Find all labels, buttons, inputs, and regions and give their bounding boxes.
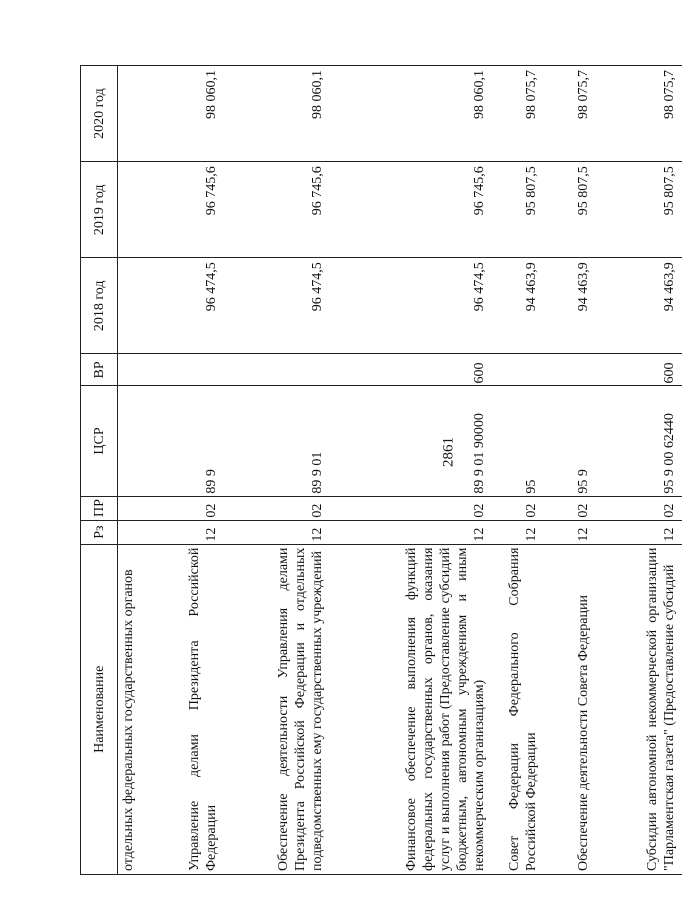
row-csr: 89 9 01 90000 bbox=[330, 386, 492, 496]
row-vr bbox=[118, 354, 170, 386]
row-csr: 95 9 00 62440 bbox=[596, 386, 682, 496]
row-2018: 94 463,9 bbox=[492, 258, 544, 354]
row-vr bbox=[224, 354, 330, 386]
row-vr bbox=[170, 354, 224, 386]
row-pr: 02 bbox=[170, 496, 224, 520]
row-name: Субсидии автономной некоммерческой организации "Парламентская газета" (Предоставление субсидий bbox=[596, 544, 682, 874]
row-vr: 600 bbox=[330, 354, 492, 386]
row-2018: 96 474,5 bbox=[170, 258, 224, 354]
header-2020: 2020 год bbox=[81, 66, 118, 162]
table-row bbox=[544, 66, 596, 875]
table-row bbox=[118, 66, 170, 875]
table-header bbox=[81, 66, 118, 875]
row-2020: 98 060,1 bbox=[224, 66, 330, 162]
row-csr: 95 bbox=[492, 386, 544, 496]
table-row bbox=[170, 66, 224, 875]
row-2020: 98 060,1 bbox=[330, 66, 492, 162]
row-pr: 02 bbox=[492, 496, 544, 520]
table-frame bbox=[80, 65, 677, 875]
row-vr bbox=[544, 354, 596, 386]
row-csr: 89 9 bbox=[170, 386, 224, 496]
header-vr: ВР bbox=[81, 354, 118, 386]
row-2020: 98 075,7 bbox=[492, 66, 544, 162]
row-2020: 98 075,7 bbox=[544, 66, 596, 162]
row-rz: 12 bbox=[224, 520, 330, 544]
row-2019: 96 745,6 bbox=[330, 162, 492, 258]
header-csr: ЦСР bbox=[81, 386, 118, 496]
row-rz: 12 bbox=[330, 520, 492, 544]
header-2018: 2018 год bbox=[81, 258, 118, 354]
row-pr: 02 bbox=[330, 496, 492, 520]
table-row bbox=[596, 66, 682, 875]
row-2019: 96 745,6 bbox=[224, 162, 330, 258]
row-2020: 98 060,1 bbox=[170, 66, 224, 162]
row-2019: 95 807,5 bbox=[596, 162, 682, 258]
row-vr bbox=[492, 354, 544, 386]
row-name: Управление делами Президента Российской Федерации bbox=[170, 544, 224, 874]
row-pr: 02 bbox=[224, 496, 330, 520]
page-number: 2861 bbox=[440, 437, 457, 467]
table-body bbox=[118, 66, 682, 875]
row-2019: 95 807,5 bbox=[492, 162, 544, 258]
row-pr bbox=[118, 496, 170, 520]
row-2018 bbox=[118, 258, 170, 354]
row-rz bbox=[118, 520, 170, 544]
row-2019 bbox=[118, 162, 170, 258]
header-name: Наименование bbox=[81, 544, 118, 874]
row-name: отдельных федеральных государственных органов bbox=[118, 544, 170, 874]
row-rz: 12 bbox=[596, 520, 682, 544]
row-name: Обеспечение деятельности Совета Федерации bbox=[544, 544, 596, 874]
row-2018: 96 474,5 bbox=[224, 258, 330, 354]
table-row bbox=[224, 66, 330, 875]
budget-table bbox=[80, 65, 682, 875]
row-csr: 89 9 01 bbox=[224, 386, 330, 496]
row-2019: 95 807,5 bbox=[544, 162, 596, 258]
row-name: Финансовое обеспечение выполнения функций федеральных государственных органов, оказания услуг и выполнения работ (Предоставление субсидий бюджетным, автономным учреждениям и иным некоммерческим организациям) bbox=[330, 544, 492, 874]
table-row bbox=[492, 66, 544, 875]
header-pr: ПР bbox=[81, 496, 118, 520]
row-2018: 94 463,9 bbox=[596, 258, 682, 354]
table-row bbox=[330, 66, 492, 875]
header-row bbox=[81, 66, 118, 875]
row-csr bbox=[118, 386, 170, 496]
row-name: Совет Федерации Федерального Собрания Российской Федерации bbox=[492, 544, 544, 874]
header-2019: 2019 год bbox=[81, 162, 118, 258]
row-2019: 96 745,6 bbox=[170, 162, 224, 258]
row-name: Обеспечение деятельности Управления делами Президента Российской Федерации и отдельных подведомственных ему государственных учреждений bbox=[224, 544, 330, 874]
row-pr: 02 bbox=[544, 496, 596, 520]
row-csr: 95 9 bbox=[544, 386, 596, 496]
header-rz: Рз bbox=[81, 520, 118, 544]
row-rz: 12 bbox=[170, 520, 224, 544]
row-2020 bbox=[118, 66, 170, 162]
row-rz: 12 bbox=[492, 520, 544, 544]
row-2020: 98 075,7 bbox=[596, 66, 682, 162]
row-vr: 600 bbox=[596, 354, 682, 386]
row-pr: 02 bbox=[596, 496, 682, 520]
row-rz: 12 bbox=[544, 520, 596, 544]
row-2018: 94 463,9 bbox=[544, 258, 596, 354]
row-2018: 96 474,5 bbox=[330, 258, 492, 354]
rotated-table-area bbox=[80, 65, 677, 875]
